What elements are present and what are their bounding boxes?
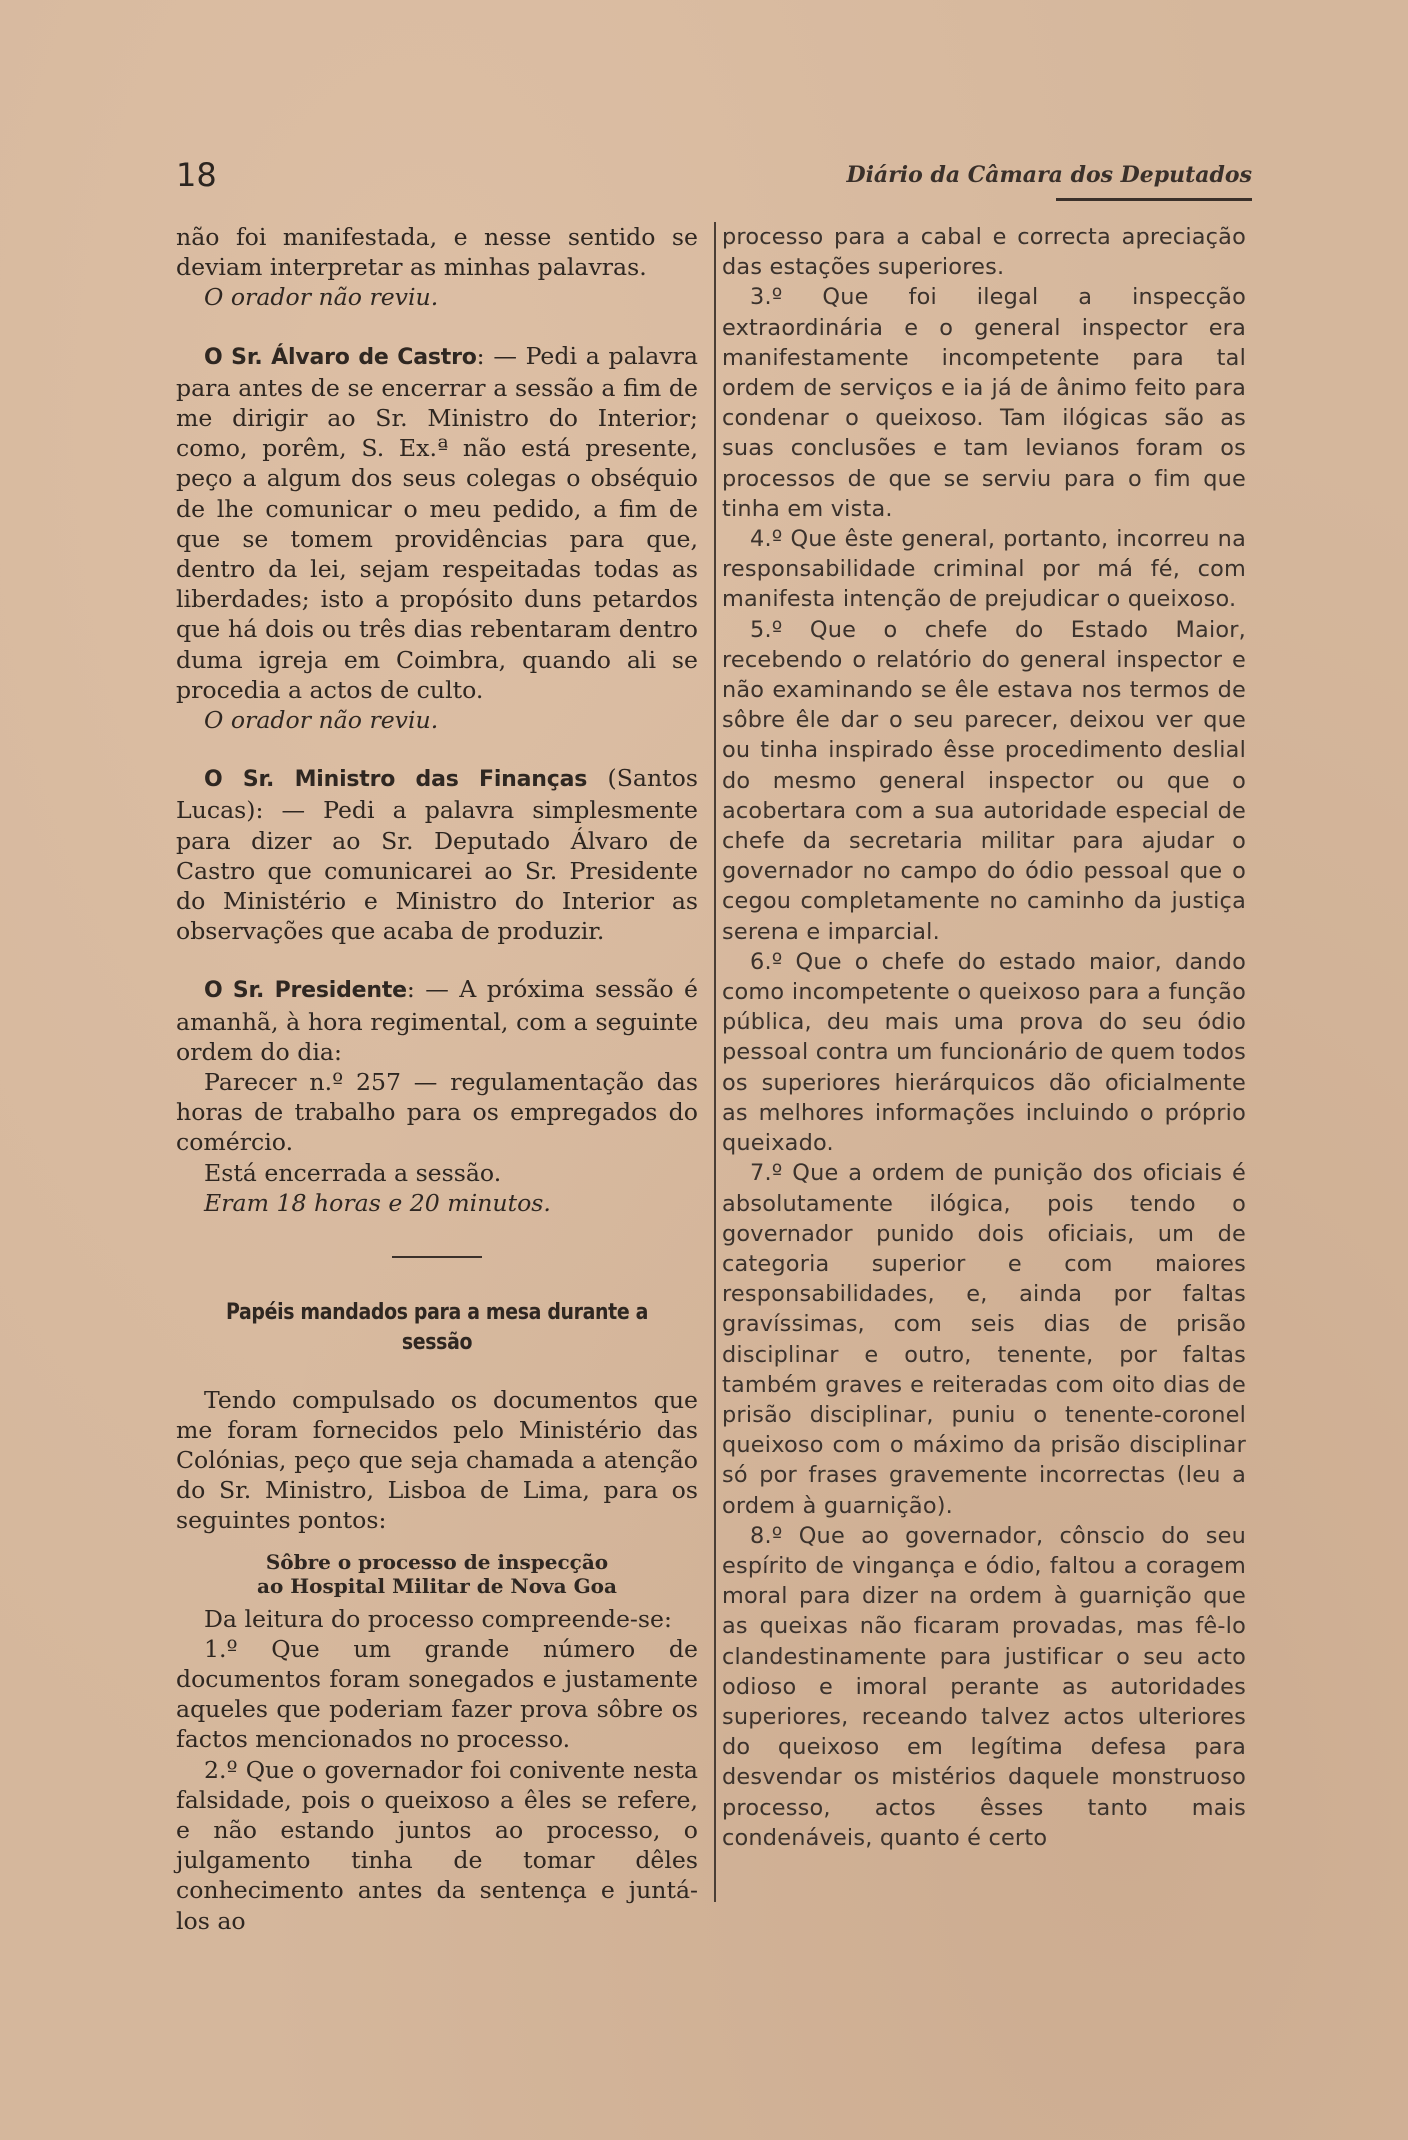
column-divider [714, 222, 716, 1902]
speech-text: : — A próxima sessão é amanhã, à hora regimental, com a seguinte ordem do dia: [176, 975, 698, 1066]
numbered-point: 3.º Que foi ilegal a inspecção extraordinária e o general inspector era manifestamente incompetente para tal ordem de serviços e ia já de ânimo feito para condenar o queixoso. Tam ilógicas são as suas conclusões e tam levianos foram os processos de que se serviu para o fim que tinha em vista. [722, 284, 1246, 522]
numbered-point: 7.º Que a ordem de punição dos oficiais é absolutamente ilógica, pois tendo o governador punido dois oficiais, um de categoria superior e com maiores responsabilidades, e, ainda por faltas gravíssimas, com seis dias de prisão disciplinar e outro, tenente, por faltas também graves e reiteradas com oito dias de prisão disciplinar, puniu o tenente-coronel queixoso com o máximo da prisão disciplinar só por frases gravemente incorrectas (leu a ordem à guarnição). [722, 1160, 1246, 1519]
paragraph: Está encerrada a sessão. [204, 1158, 502, 1187]
sub-heading-line: Sôbre o processo de inspecção [265, 1549, 609, 1574]
session-close-time: Eram 18 horas e 20 minutos. [204, 1188, 551, 1217]
speech-paragraph [176, 341, 698, 705]
section-heading: Papéis mandados para a mesa durante a sessão [225, 1300, 649, 1356]
header-rule [1056, 198, 1252, 201]
speech-paragraph [176, 974, 698, 1067]
left-column [176, 222, 698, 1936]
speech-text: : — Pedi a palavra para antes de se encerrar a sessão a fim de me dirigir ao Sr. Ministro do Interior; como, porêm, S. Ex.ª não está presente, peço a algum dos seus colegas o obséquio de lhe comunicar o meu pedido, a fim de que se tomem providências para que, dentro da lei, sejam respeitadas todas as liberdades; isto a propósito duns petardos que há dois ou três dias rebentaram dentro duma igreja em Coimbra, quando ali se procedia a actos de culto. [176, 341, 698, 704]
right-column [722, 222, 1246, 1853]
page-header [176, 156, 1256, 200]
speaker-name: O Sr. Presidente [204, 978, 407, 1004]
journal-title: Diário da Câmara dos Deputados [846, 162, 1252, 188]
speech-text: (Santos Lucas): — Pedi a palavra simplesmente para dizer ao Sr. Deputado Álvaro de Castro que comunicarei ao Sr. Presidente do Ministério e Ministro do Interior as observações que acaba de produzir. [176, 764, 698, 946]
numbered-point: 6.º Que o chefe do estado maior, dando como incompetente o queixoso para a função pública, deu mais uma prova do seu ódio pessoal contra um funcionário de quem todos os superiores hierárquicos dão oficialmente as melhores informações incluindo o próprio queixado. [722, 948, 1246, 1157]
editor-note: O orador não reviu. [204, 283, 439, 312]
numbered-point: 2.º Que o governador foi conivente nesta falsidade, pois o queixoso a êles se refere, e não estando juntos ao processo, o julgamento tinha de tomar dêles conhecimento antes da sentença e juntá-los ao [176, 1755, 698, 1935]
editor-note: O orador não reviu. [204, 706, 439, 735]
paragraph: Tendo compulsado os documentos que me foram fornecidos pelo Ministério das Colónias, peço que seja chamada a atenção do Sr. Ministro, Lisboa de Lima, para os seguintes pontos: [176, 1385, 698, 1535]
speaker-name: O Sr. Ministro das Finanças [204, 767, 588, 793]
paragraph: Parecer n.º 257 — regulamentação das horas de trabalho para os empregados do comércio. [176, 1068, 698, 1157]
numbered-point: 4.º Que êste general, portanto, incorreu na responsabilidade criminal por má fé, com manifesta intenção de prejudicar o queixoso. [722, 526, 1246, 613]
speech-paragraph [176, 763, 698, 946]
speaker-name: O Sr. Álvaro de Castro [204, 344, 477, 370]
paragraph: não foi manifestada, e nesse sentido se deviam interpretar as minhas palavras. [176, 223, 698, 282]
section-divider [392, 1256, 482, 1258]
sub-heading-line: ao Hospital Militar de Nova Goa [257, 1573, 617, 1598]
numbered-point: 8.º Que ao governador, cônscio do seu espírito de vingança e ódio, faltou a coragem moral para dizer na ordem à guarnição que as queixas não ficaram provadas, mas fê-lo clandestinamente para justificar o seu acto odioso e imoral perante as autoridades superiores, receando talvez actos ulteriores do queixoso em legítima defesa para desvendar os mistérios daquele monstruoso processo, actos êsses tanto mais condenáveis, quanto é certo [722, 1522, 1246, 1851]
numbered-point: 1.º Que um grande número de documentos foram sonegados e justamente aqueles que poderiam fazer prova sôbre os factos mencionados no processo. [176, 1634, 698, 1754]
sub-heading [176, 1550, 698, 1598]
paragraph: processo para a cabal e correcta apreciação das estações superiores. [722, 224, 1246, 281]
numbered-point: 5.º Que o chefe do Estado Maior, recebendo o relatório do general inspector e não examinando se êle estava nos termos de sôbre êle dar o seu parecer, deixou ver que ou tinha inspirado êsse procedimento deslial do mesmo general inspector ou que o acobertara com a sua autoridade especial de chefe da secretaria militar para ajudar o governador no campo do ódio pessoal que o cegou completamente no caminho da justiça serena e imparcial. [722, 616, 1246, 945]
paragraph: Da leitura do processo compreende-se: [204, 1604, 672, 1633]
page-number: 18 [176, 156, 217, 194]
